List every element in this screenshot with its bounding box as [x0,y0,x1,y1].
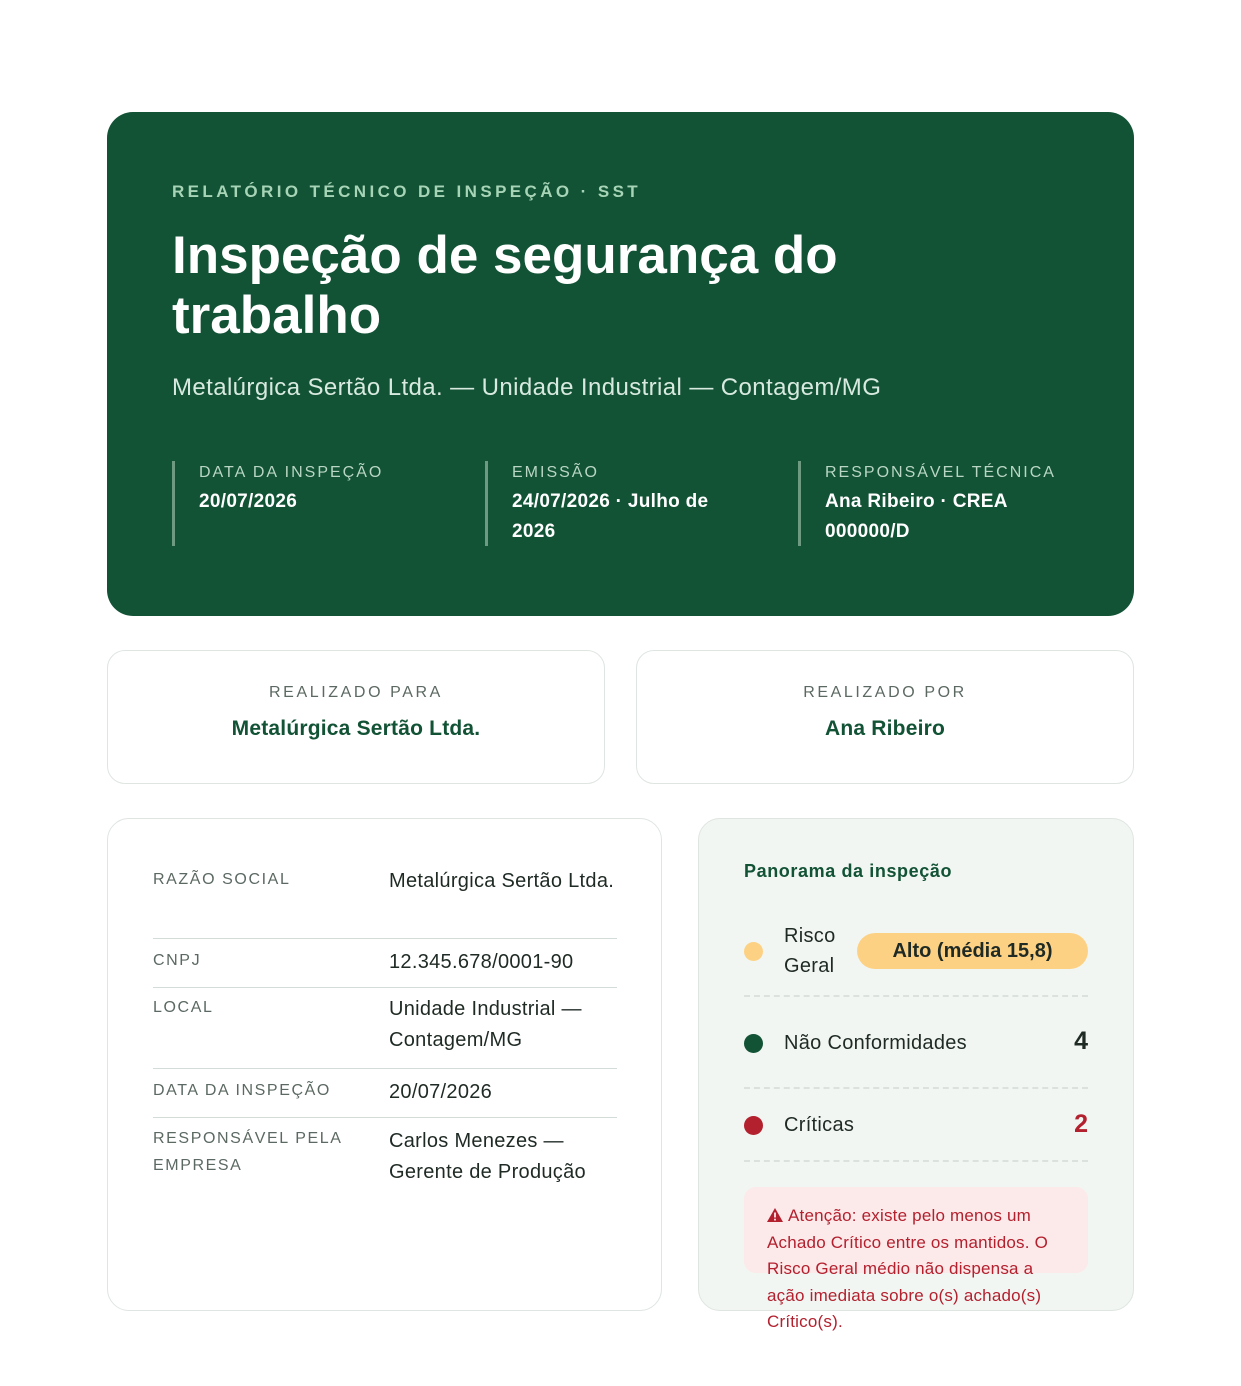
risk-badge: Alto (média 15,8) [857,933,1088,969]
detail-key: DATA DA INSPEÇÃO [153,1082,331,1099]
alert-text: Atenção: existe pelo menos um Achado Crítico entre os mantidos. O Risco Geral médio não dispensa a ação imediata sobre o(s) achado(s) Crítico(s). [767,1206,1049,1331]
meta-label: DATA DA INSPEÇÃO [199,464,384,481]
nc-count: 4 [1074,1027,1088,1055]
nonconformities-row [744,997,1088,1089]
detail-value: Metalúrgica Sertão Ltda. [389,870,615,892]
report-header [107,112,1134,616]
detail-row [153,939,617,988]
performed-for-label: REALIZADO PARA [269,684,443,701]
meta-issue-date [485,461,745,546]
report-title: Inspeção de segurança do trabalho [172,226,838,345]
nc-label: Não Conformidades [784,1032,967,1054]
critical-count: 2 [1074,1110,1088,1138]
meta-value: 20/07/2026 [199,491,298,512]
performed-for-card [107,650,605,784]
performed-for-value: Metalúrgica Sertão Ltda. [231,717,481,740]
alert-message [767,1203,1073,1336]
detail-key: CNPJ [153,952,202,969]
panel-title: Panorama da inspeção [744,861,953,881]
meta-label: RESPONSÁVEL TÉCNICA [825,464,1056,481]
detail-value: Unidade Industrial — Contagem/MG [389,998,582,1051]
performed-by-value: Ana Ribeiro [824,717,946,740]
detail-key: LOCAL [153,999,214,1016]
inspection-overview-panel [698,818,1134,1331]
meta-inspection-date [172,461,432,546]
detail-row [153,869,617,939]
performed-by-card [636,650,1134,784]
meta-technical-lead [798,461,1058,546]
critical-label: Críticas [784,1114,855,1136]
meta-label: EMISSÃO [512,464,599,481]
detail-row [153,1118,617,1198]
report-eyebrow: RELATÓRIO TÉCNICO DE INSPEÇÃO · SST [172,182,642,201]
detail-key: RESPONSÁVEL PELA EMPRESA [153,1130,342,1174]
risk-label: Risco Geral [784,925,836,977]
risk-row [744,921,1088,997]
warning-icon [767,1208,783,1222]
detail-row [153,988,617,1069]
company-details-card [107,818,662,1311]
detail-value: 20/07/2026 [389,1081,493,1103]
detail-value: 12.345.678/0001-90 [389,951,574,973]
meta-value: Ana Ribeiro · CREA 000000/D [825,491,1008,542]
critical-dot-icon [744,1116,763,1135]
meta-value: 24/07/2026 · Julho de 2026 [512,491,709,542]
nc-dot-icon [744,1034,763,1053]
performed-by-label: REALIZADO POR [803,684,967,701]
detail-row [153,1069,617,1118]
risk-dot-icon [744,942,763,961]
report-subtitle: Metalúrgica Sertão Ltda. — Unidade Industrial — Contagem/MG [172,374,882,401]
detail-value: Carlos Menezes — Gerente de Produção [389,1130,586,1183]
detail-key: RAZÃO SOCIAL [153,871,291,888]
critical-row [744,1089,1088,1162]
